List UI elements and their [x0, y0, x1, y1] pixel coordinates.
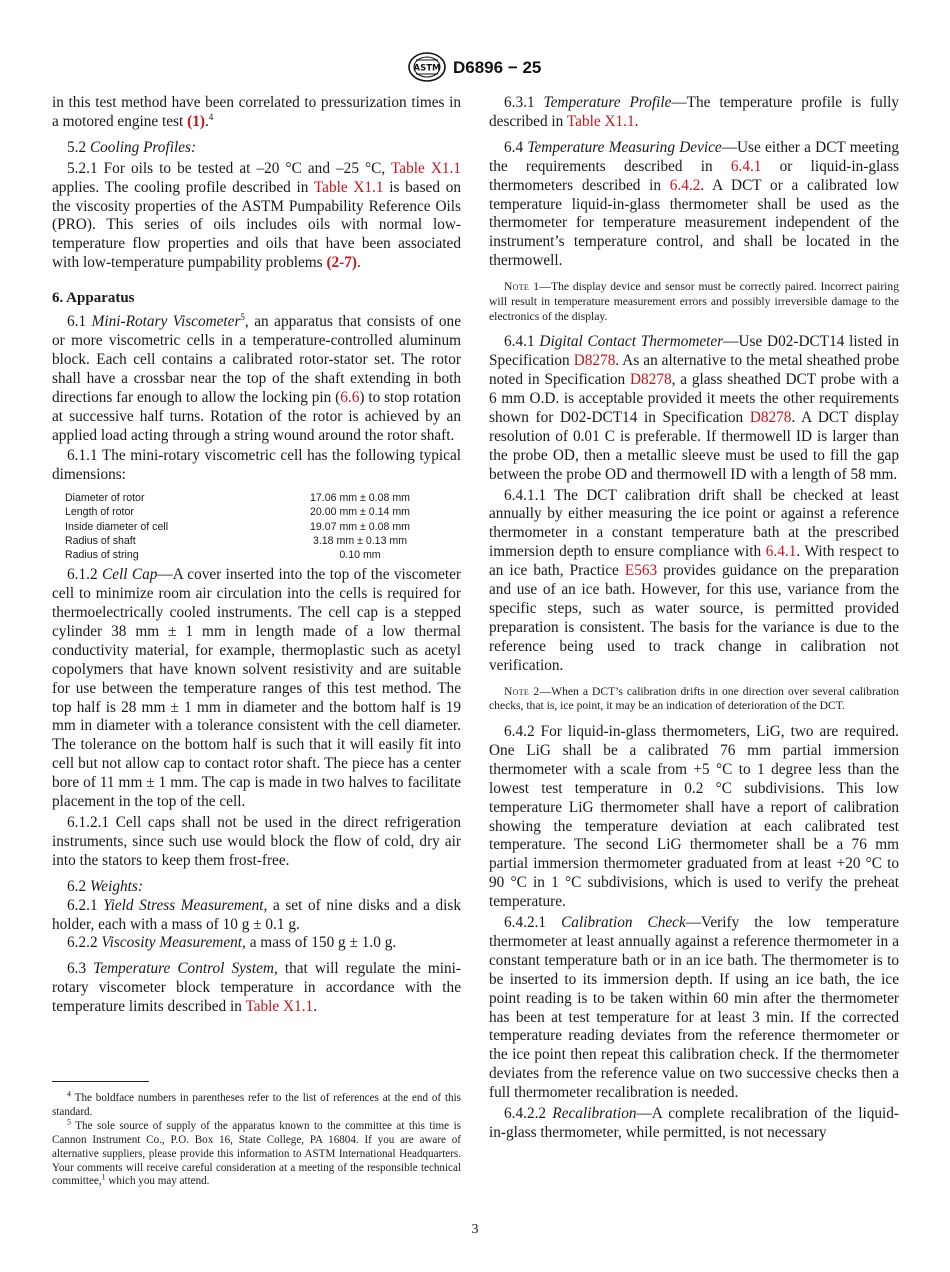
dimension-value: 20.00 mm ± 0.14 mm: [309, 506, 410, 519]
reference-link[interactable]: (2-7): [326, 254, 358, 272]
left-column: [52, 94, 461, 1017]
section-link[interactable]: 6.4.2: [669, 176, 701, 194]
table-link[interactable]: Table X1.1: [245, 998, 314, 1016]
section-link[interactable]: 6.4.1: [730, 157, 762, 175]
section-6-2-1: 6.2.1 Yield Stress Measurement, a set of nine disks and a disk holder, each with a mass of 10 g ± 0.1 g.: [52, 896, 462, 933]
dimension-row: [65, 520, 435, 534]
spec-link[interactable]: D8278: [629, 371, 672, 389]
footnote-4: $^4$ The boldface numbers in parentheses refer to the list of references at the end of this standard.: [52, 1089, 461, 1118]
section-6-2-2: 6.2.2 Viscosity Measurement, a mass of 150 g ± 1.0 g.: [67, 934, 397, 952]
dimension-value: 3.18 mm ± 0.13 mm: [312, 534, 408, 547]
spec-link[interactable]: D8278: [749, 408, 792, 426]
note-2: Note 2—When a DCT’s calibration drifts in one direction over several calibration checks, that is, ice point, it may be an indication of deterioration of the DCT.: [489, 684, 899, 713]
footnote-divider: [52, 1081, 149, 1082]
section-link[interactable]: 6.4.1: [765, 543, 797, 561]
dimension-label: Length of rotor: [65, 506, 134, 519]
footnote-ref[interactable]: 5: [240, 311, 245, 322]
section-5-2: 5.2 Cooling Profiles:: [67, 138, 197, 156]
dimensions-table: [65, 491, 435, 562]
section-6-4-2: 6.4.2 For liquid-in-glass thermometers, LiG, two are required. One LiG shall be a calibrated 76 mm partial immersion thermometer with a scale from +5 °C to 1 degree less than the lowest test temperature in 0.2 °C subdivisions. This low temperature LiG thermometer shall have a report of calibration showing the temperature deviation at each calibrated test temperature. The second LiG thermometer shall be a 76 mm partial immersion thermometer graduated from at least +20 °C to 90 °C in 1 °C subdivisions, which is used to verify the preheat temperature.: [489, 722, 899, 911]
section-6-1-2-1: 6.1.2.1 Cell caps shall not be used in the direct refrigeration instruments, since such use would block the flow of cold, dry air into the stators to keep them frost-free.: [52, 814, 461, 869]
section-5-2-1: 5.2.1 For oils to be tested at –20 °C and –25 °C, Table X1.1 applies. The cooling profile described in Table X1.1 is based on the viscosity properties of the ASTM Pumpability Reference Oils (PRO). This series of oils includes oils with normal low-temperature flow properties and oils that have been associated with low-temperature pumpability problems (2-7).: [52, 159, 461, 272]
footnote-ref[interactable]: 4: [208, 111, 214, 122]
logo-text: ASTM: [413, 63, 441, 74]
section-6-4-1-1: 6.4.1.1 The DCT calibration drift shall be checked at least annually by either measuring the ice point or against a reference thermometer in a constant temperature bath at the prescribed immersion depth to ensure compliance with 6.4.1. With respect to an ice bath, Practice E563 provides guidance on the preparation and use of an ice bath. However, for this use, variance from the specific steps, such as water source, is permitted provided preparation is consistent. The basis for the variance is due to the reference being used to track change in calibration not verification.: [489, 486, 899, 674]
table-link[interactable]: Table X1.1: [566, 112, 635, 130]
paragraph-intro: in this test method have been correlated to pressurization times in a motored engine test (1).$^4$: [52, 94, 461, 130]
spec-link[interactable]: D8278: [573, 352, 616, 370]
footnote-5: $^5$ The sole source of supply of the apparatus known to the committee at this time is Cannon Instrument Co., P.O. Box 16, State College, PA 16804. If you are aware of alternative suppliers, please provide this information to ASTM International Headquarters. Your comments will receive careful consideration at a meeting of the responsible technical committee,$^1$ which you may attend.: [52, 1117, 461, 1188]
section-6-4-2-1: 6.4.2.1 Calibration Check—Verify the low temperature thermometer at least annually against a reference thermometer in a constant temperature bath or in an ice bath. The thermometer is to be inserted to its immersion depth. If using an ice bath, the ice point reading is to be taken within 60 min after the thermometer has been at test temperature for at least 3 min. If the corrected temperature reading deviates from the reference thermometer or the ice point then repeat this calibration check. If the thermometer deviates from the reference value on two successive checks then a full thermometer recalibration is needed.: [489, 914, 900, 1102]
section-6-4-1: 6.4.1 Digital Contact Thermometer—Use D02-DCT14 listed in Specification D8278. As an alternative to the metal sheathed probe noted in Specification D8278, a glass sheathed DCT probe with a 6 mm O.D. is acceptable provided it meets the other requirements shown for D02-DCT14 in Specification D8278. A DCT display resolution of 0.01 C is preferable. If thermowell ID is larger than the probe OD, then a metallic sleeve must be used to fill the gap between the probe OD and thermowell ID with a length of 58 mm.: [489, 333, 900, 483]
section-heading-apparatus: 6. Apparatus: [52, 290, 135, 307]
right-column: [489, 94, 899, 1143]
dimension-value: 19.07 mm ± 0.08 mm: [309, 520, 410, 533]
section-6-4-2-2: 6.4.2.2 Recalibration—A complete recalibration of the liquid-in-glass thermometer, while permitted, is not necessary: [489, 1105, 899, 1142]
table-link[interactable]: Table X1.1: [313, 178, 384, 196]
section-6-1-2: 6.1.2 Cell Cap—A cover inserted into the top of the viscometer cell to minimize room air circulation into the cells is required for thermoelectrically cooled instruments. The cell cap is a stepped cylinder 38 mm ± 1 mm in length made of a low thermal conductivity material, for example, thermoplastic such as acetyl copolymers that have known solvent resistivity and are suitable for use between the temperature ranges of this test method. The top half is 28 mm ± 1 mm in diameter and the bottom half is 19 mm in diameter with a tolerance consistent with the cell diameter. The tolerance on the bottom half is such that it will easily fit into cell but not allow cap to contact rotor shaft. The piece has a center bore of 11 mm ± 1 mm. The cap is made in two halves to facilitate placement in the top of the cell.: [52, 566, 461, 811]
dimension-label: Radius of shaft: [65, 534, 136, 547]
dimension-label: Radius of string: [65, 549, 139, 562]
section-6-3: 6.3 Temperature Control System, that will regulate the mini-rotary viscometer block temperature in accordance with the temperature limits described in Table X1.1.: [52, 960, 462, 1016]
table-link[interactable]: Table X1.1: [391, 159, 461, 177]
dimension-label: Diameter of rotor: [65, 492, 145, 505]
section-link[interactable]: 6.6: [340, 388, 360, 406]
section-6-1: 6.1 Mini-Rotary Viscometer$^5$, an apparatus that consists of one or more viscometric cells in a temperature-controlled aluminum block. Each cell contains a calibrated rotor-stator set. The rotor shall have a crossbar near the top of the shaft extending in both directions far enough to allow the locking pin (6.6) to stop rotation at successive half turns. Rotation of the rotor is achieved by an applied load acting through a string wound around the rotor shaft.: [52, 311, 461, 444]
dimension-row: [65, 491, 435, 505]
page-number: 3: [471, 1222, 479, 1237]
section-6-4: 6.4 Temperature Measuring Device—Use either a DCT meeting the requirements described in 6.4.1 or liquid-in-glass thermometers described in 6.4.2. A DCT or a calibrated low temperature liquid-in-glass thermometer shall be used as the thermometer for temperature measurement independent of the instrument’s temperature control, and shall be located in the thermowell.: [489, 138, 900, 270]
dimension-value: 0.10 mm: [339, 549, 381, 562]
section-6-2: 6.2 Weights:: [67, 877, 143, 895]
dimension-label: Inside diameter of cell: [65, 520, 169, 533]
standard-designation: D6896 − 25: [453, 58, 542, 77]
dimension-row: [65, 534, 435, 548]
section-6-3-1: 6.3.1 Temperature Profile—The temperature profile is fully described in Table X1.1.: [489, 94, 899, 130]
page-header: [0, 50, 950, 86]
section-6-1-1: 6.1.1 The mini-rotary viscometric cell has the following typical dimensions:: [52, 447, 461, 484]
footnotes: [52, 1089, 461, 1189]
dimension-value: 17.06 mm ± 0.08 mm: [309, 492, 410, 505]
dimension-row: [65, 548, 435, 562]
practice-link[interactable]: E563: [624, 562, 658, 580]
note-1: Note 1—The display device and sensor must be correctly paired. Incorrect pairing will result in temperature measurement errors and possibly irreversible damage to the electronics of the display.: [489, 280, 899, 323]
reference-link[interactable]: (1): [187, 112, 205, 130]
dimension-row: [65, 505, 435, 519]
astm-logo-icon: [407, 51, 447, 83]
